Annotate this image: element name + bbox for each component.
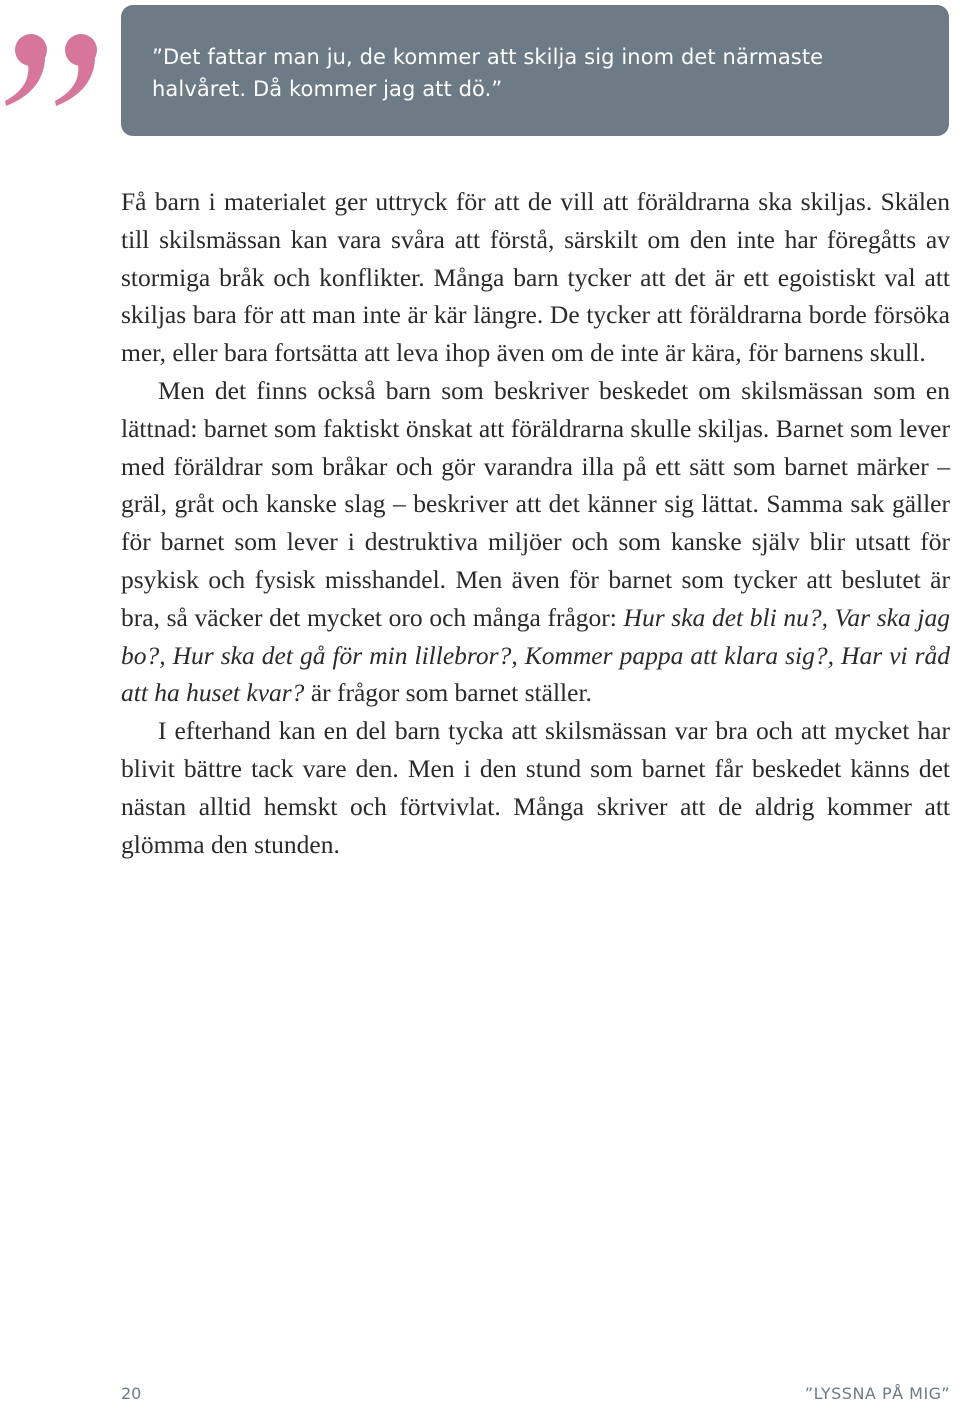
paragraph-2-text: Men det finns också barn som beskriver beskedet om skilsmässan som en lättnad: barnet som faktiskt önskat att föräldrarna skulle skiljas. Barnet som lever med föräldrar som bråkar och gör varandra illa på ett sätt som barnet märker – gräl, gråt och kanske slag – beskriver att det känner sig lättat. Samma sak gäller för barnet som lever i destruktiva miljöer och som kanske själv blir utsatt för psykisk och fysisk misshandel. Men även för barnet som tycker att beslutet är bra, så väcker det mycket oro och många frågor: (121, 375, 950, 632)
pull-quote-text: ”Det fattar man ju, de kommer att skilja sig inom det närmaste halvåret. Då kommer jag att dö.” (152, 45, 824, 101)
paragraph-3 (121, 712, 950, 863)
paragraph-3-text: I efterhand kan en del barn tycka att skilsmässan var bra och att mycket har blivit bättre tack vare den. Men i den stund som barnet får beskedet känns det nästan alltid hemskt och förtvivlat. Många skriver att de aldrig kommer att glömma den stunden. (121, 716, 950, 859)
paragraph-2-ending: är frågor som barnet ställer. (304, 678, 592, 708)
paragraph-2 (121, 372, 950, 712)
page-number: 20 (121, 1384, 142, 1403)
pull-quote-box (121, 5, 949, 136)
paragraph-2-questions: Hur ska det bli nu?, Var ska jag bo?, Hur ska det gå för min lillebror?, Kommer pappa att klara sig?, Har vi råd att ha huset kvar? (121, 602, 950, 708)
paragraph-1-text: Få barn i materialet ger uttryck för att de vill att föräldrarna ska skiljas. Skälen till skilsmässan kan vara svåra att förstå, särskilt om den inte har föregåtts av stormiga bråk och konflikter. Många barn tycker att det är ett egoistiskt val att skiljas bara för att man inte är kär längre. De tycker att föräldrarna borde försöka mer, eller bara fortsätta att leva ihop även om de inte är kära, för barnens skull. (121, 187, 950, 368)
quotation-mark-icon (4, 30, 104, 110)
running-title: ”LYSSNA PÅ MIG” (804, 1384, 950, 1403)
article-body (121, 183, 950, 863)
paragraph-1 (121, 183, 950, 372)
